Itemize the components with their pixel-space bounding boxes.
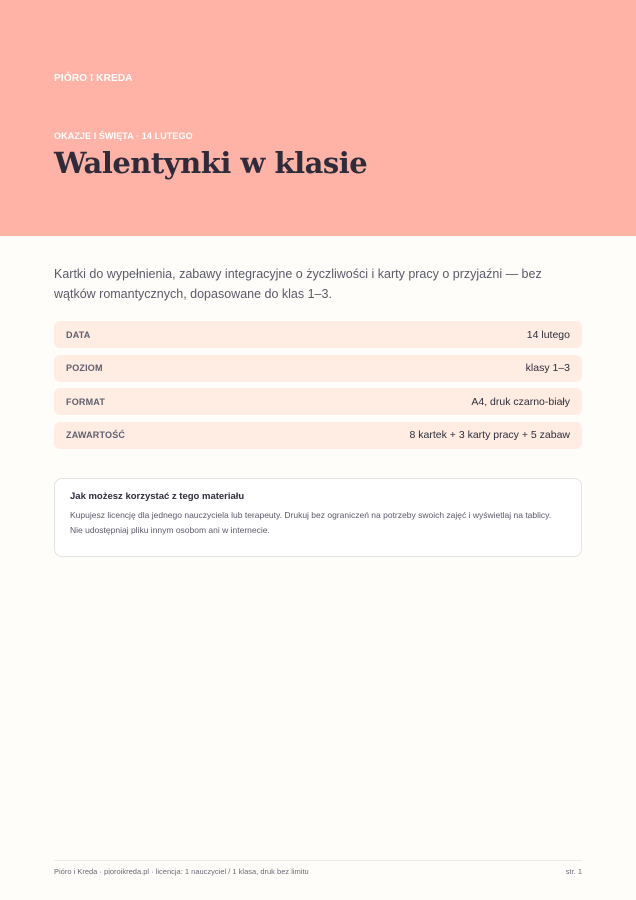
intro-paragraph: Kartki do wypełnienia, zabawy integracyjne o życzliwości i karty pracy o przyjaźni — bez wątków romantycznych, dopasowane do klas 1–3.	[54, 267, 542, 301]
fact-value: 8 kartek + 3 karty pracy + 5 zabaw	[409, 429, 570, 441]
license-title: Jak możesz korzystać z tego materiału	[70, 491, 245, 502]
fact-row-contents	[54, 422, 582, 449]
footer-license-note: Pióro i Kreda · pioroikreda.pl · licencja: 1 nauczyciel / 1 klasa, druk bez limitu	[54, 867, 309, 876]
fact-value: 14 lutego	[526, 328, 570, 341]
header-banner	[0, 0, 636, 236]
license-info-box	[54, 478, 582, 557]
page-title: Walentynki w klasie	[54, 146, 368, 180]
fact-value: A4, druk czarno-biały	[471, 395, 570, 408]
page-footer	[54, 860, 582, 876]
page-number: str. 1	[565, 867, 582, 876]
fact-label: POZIOM	[66, 363, 103, 373]
fact-value: klasy 1–3	[525, 362, 570, 374]
fact-row-format	[54, 388, 582, 415]
fact-row-date	[54, 321, 582, 348]
category-eyebrow: OKAZJE I ŚWIĘTA · 14 LUTEGO	[54, 131, 193, 141]
brand-name: PIÓRO I KREDA	[54, 73, 133, 84]
license-text: Kupujesz licencję dla jednego nauczyciela lub terapeuty. Drukuj bez ograniczeń na potrzeby swoich zajęć i wyświetlaj na tablicy. Nie udostępniaj pliku innym osobom ani w internecie.	[70, 510, 552, 535]
fact-row-level	[54, 355, 582, 382]
fact-label: FORMAT	[66, 396, 106, 407]
fact-label: DATA	[66, 329, 91, 340]
facts-list	[54, 321, 582, 455]
fact-label: ZAWARTOŚĆ	[66, 430, 126, 440]
